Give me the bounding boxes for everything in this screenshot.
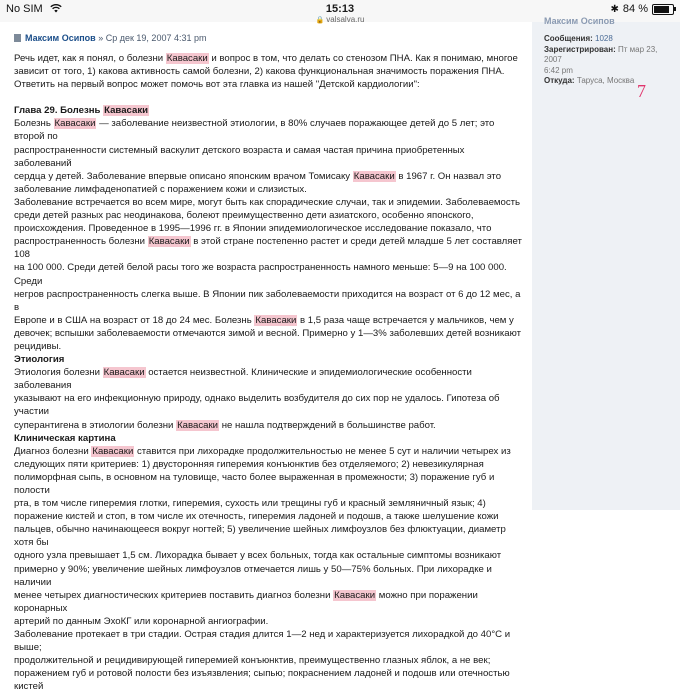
search-highlight: Кавасаки	[334, 589, 376, 601]
text-run: сердца у детей. Заболевание впервые описано японским врачом Томисаку	[14, 170, 353, 182]
text-line	[14, 366, 524, 392]
search-highlight: Кавасаки	[177, 419, 219, 431]
text-line	[14, 628, 524, 654]
author-profile-panel	[532, 16, 680, 510]
text-line	[14, 183, 524, 196]
text-run: продолжительной и рецидивирующей гиперемией конъюнктив, преимущественно глазных яблок, а не век;	[14, 655, 491, 667]
text-run: одного узла превышает 1,5 см. Лихорадка бывает у всех больных, тогда как остальные симптомы возникают	[14, 550, 502, 562]
text-run: на 100 000. Среди детей белой расы того же возраста распространенность намного меньше: 5—9 на 100 000. Среди	[14, 262, 507, 287]
text-run: заболевание лимфаденопатией с поражением кожи и слизистых.	[14, 183, 307, 195]
carrier-label: No SIM	[6, 3, 43, 15]
text-line	[14, 458, 524, 471]
text-line	[14, 327, 524, 340]
text-run: рецидивы.	[14, 340, 62, 352]
text-line	[14, 52, 524, 65]
text-run: поражение кистей и стоп, в том числе их отечность, гиперемия ладоней и подошв, а также шелушение кожи	[14, 511, 499, 523]
messages-count-link[interactable]: 1028	[595, 34, 613, 43]
text-run: Заболевание протекает в три стадии. Острая стадия длится 1—2 нед и характеризуется лихорадкой до 40°С и выше;	[14, 629, 511, 654]
text-line	[14, 170, 524, 183]
post-body	[14, 52, 524, 694]
text-run: менее четырех диагностических критериев поставить диагноз болезни	[14, 589, 334, 601]
text-run: Речь идет, как я понял, о болезни	[14, 53, 166, 64]
text-line	[14, 392, 524, 418]
search-highlight: Кавасаки	[148, 236, 190, 248]
text-run: Этиология	[14, 354, 65, 366]
post-header	[14, 33, 206, 43]
text-run: Европе и в США на возраст от 18 до 24 мес. Болезнь	[14, 314, 255, 326]
lock-icon: 🔒	[315, 17, 325, 24]
text-run: артерий по данным ЭхоКГ или коронарной ангиографии.	[14, 615, 269, 627]
text-line	[14, 314, 524, 327]
text-run: Болезнь	[14, 118, 54, 130]
text-line	[14, 65, 524, 78]
search-highlight: Кавасаки	[54, 118, 96, 130]
text-run: Ответить на первый вопрос может помочь вот эта главка из нашей "Детской кардиологии":	[14, 79, 420, 91]
profile-registered-time: 6:42 pm	[544, 65, 573, 75]
battery-status	[611, 3, 674, 15]
profile-messages: Сообщения: 1028	[544, 34, 613, 43]
search-highlight: Кавасаки	[103, 367, 145, 379]
text-run: в 1967 г. Он назвал это	[395, 170, 502, 182]
text-line	[14, 589, 524, 615]
text-run: зависит от того, 1) какова активность самой болезни, 2) какова функциональная значимость поражения ПНА.	[14, 66, 505, 78]
text-run: не нашла подтверждений в большинстве работ.	[219, 419, 436, 431]
text-line	[14, 196, 524, 209]
text-run: следующих пяти критериев: 1) двусторонняя гиперемия конъюнктив без отделяемого; 2) невезикулярная	[14, 458, 484, 470]
text-run: Глава 29. Болезнь	[14, 105, 104, 117]
section-heading	[14, 104, 524, 117]
text-run: девочек; вспышки заболеваемости отмечаются зимой и весной. Примерно у 1—3% заболевших детей возникают	[14, 327, 522, 339]
search-highlight: Кавасаки	[255, 314, 297, 326]
text-run: указывают на его инфекционную природу, однако выделить возбудителя до сих пор не удалось. Гипотеза об участии	[14, 393, 500, 418]
text-line	[14, 288, 524, 314]
profile-registered: Зарегистрирован: Пт мар 23, 2007	[544, 44, 658, 64]
text-line	[14, 654, 524, 667]
text-run: Заболевание встречается во всем мире, могут быть как спорадические случаи, так и эпидемии. Заболеваемость	[14, 196, 521, 208]
profile-name-partial: Максим Осипов	[544, 16, 615, 26]
battery-percent: 84 %	[622, 3, 648, 15]
text-run: происхождения. Проведенное в 1995—1996 гг. в Японии эпидемиологическое исследование показало, что	[14, 223, 492, 235]
text-line	[14, 78, 524, 91]
text-run: Диагноз болезни	[14, 445, 92, 457]
text-line	[14, 144, 524, 170]
search-highlight: Кавасаки	[166, 53, 208, 64]
text-run: негров распространенность слегка выше. В Японии пик заболеваемости приходится на возраст от 6 до 12 мес, а в	[14, 288, 521, 313]
text-run: ставится при лихорадке продолжительностью не менее 5 сут и наличии четырех из	[134, 445, 511, 457]
profile-details	[544, 34, 674, 87]
text-run: распространенности системный васкулит детского возраста и самая частая причина приобретенных заболеваний	[14, 144, 465, 169]
text-line	[14, 471, 524, 497]
text-line	[14, 117, 524, 143]
text-line	[14, 563, 524, 589]
author-link[interactable]: Максим Осипов	[25, 33, 96, 43]
text-line	[14, 497, 524, 510]
post-date: » Ср дек 19, 2007 4:31 pm	[98, 33, 207, 43]
text-line	[14, 510, 524, 523]
search-highlight: Кавасаки	[353, 170, 395, 182]
text-run: рта, в том числе гиперемия глотки, гиперемия, сухость или трещины губ и красный земляничный язык; 4)	[14, 498, 486, 510]
text-run: распространенность болезни	[14, 236, 148, 248]
bluetooth-icon: ✱	[610, 3, 619, 15]
text-run: поражением губ и ротовой полости без изъязвления; сыпью; покраснением ладоней и подошв или отечностью кистей	[14, 668, 510, 693]
text-line	[14, 235, 524, 261]
text-run: примерно у 90%; увеличение шейных лимфоузлов отмечается лишь у 50—75% больных. При лихорадке и наличии	[14, 563, 492, 588]
text-run: в этой стране постепенно растет и среди детей младше 5 лет составляет 108	[14, 236, 522, 261]
section-heading	[14, 432, 524, 445]
section-heading	[14, 353, 524, 366]
text-line	[14, 261, 524, 287]
text-run: среди детей разных рас неодинакова, болеют преимущественно дети азиатского, особенно японского,	[14, 210, 474, 222]
battery-icon	[652, 4, 674, 15]
text-run: Клиническая картина	[14, 432, 116, 444]
text-line	[14, 340, 524, 353]
battery-fill	[654, 6, 669, 13]
search-highlight: Кавасаки	[104, 105, 149, 117]
address-url: valsalva.ru	[326, 15, 365, 24]
text-run: и вопрос в том, что делать со стенозом ПНА. Как я понимаю, многое	[208, 53, 518, 64]
text-run: — заболевание неизвестной этиологии, в 80% случаев поражающее детей до 5 лет; это второй по	[14, 118, 495, 143]
profile-location: Откуда: Таруса, Москва	[544, 76, 635, 85]
text-line	[14, 445, 524, 458]
search-highlight: Кавасаки	[92, 445, 134, 457]
text-run: пальцев, обычно начинающееся вокруг ногтей; 5) увеличение шейных лимфоузлов без флюктуации, диаметр хотя бы	[14, 524, 506, 549]
text-run: суперантигена в этиологии болезни	[14, 419, 177, 431]
post-icon	[14, 34, 21, 42]
text-line	[14, 222, 524, 235]
handwritten-page-number: 7	[637, 81, 646, 101]
text-run: в 1,5 раза чаще встречается у мальчиков, чем у	[297, 314, 514, 326]
text-run: можно при поражении коронарных	[14, 589, 478, 614]
text-line	[14, 549, 524, 562]
text-run: Этиология болезни	[14, 367, 103, 379]
text-run: остается неизвестной. Клинические и эпидемиологические особенности заболевания	[14, 367, 472, 392]
text-line	[14, 209, 524, 222]
forum-post	[0, 22, 528, 693]
text-run: полиморфная сыпь, в основном на туловище, часто более выраженная в промежности; 3) поражение губ и полости	[14, 471, 495, 496]
text-line	[14, 523, 524, 549]
paragraph-gap	[14, 91, 524, 104]
text-line	[14, 667, 524, 693]
clock: 15:13	[325, 3, 355, 15]
text-line	[14, 419, 524, 432]
text-line	[14, 615, 524, 628]
